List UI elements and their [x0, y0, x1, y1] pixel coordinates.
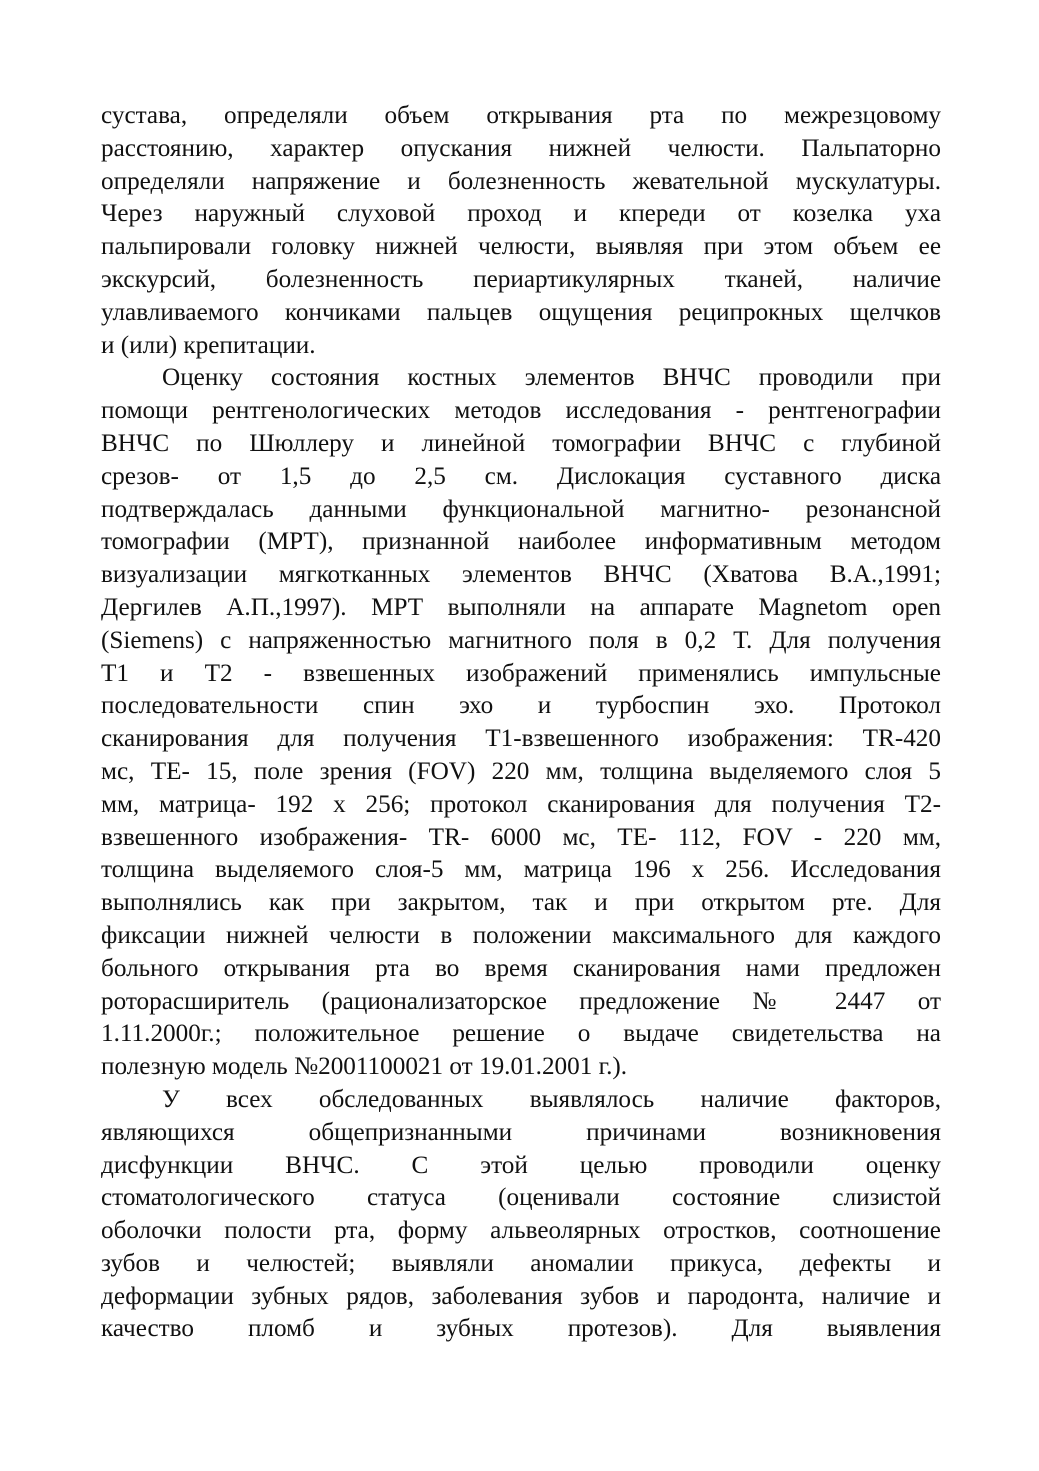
text-line: деформации зубных рядов, заболевания зубов и пародонта, наличие и — [101, 1282, 941, 1310]
text-line: улавливаемого кончиками пальцев ощущения реципрокных щелчков — [101, 298, 941, 326]
text-line: выполнялись как при закрытом, так и при открытом рте. Для — [101, 889, 941, 917]
paragraph-bone-assessment — [101, 362, 941, 1084]
text-line: роторасширитель (рационализаторское предложение № 2447 от — [101, 987, 941, 1015]
text-line: мс, ТЕ- 15, поле зрения (FOV) 220 мм, толщина выделяемого слоя 5 — [101, 757, 941, 785]
text-line: У всех обследованных выявлялось наличие факторов, — [162, 1085, 941, 1113]
text-line: (Siemens) с напряженностью магнитного поля в 0,2 Т. Для получения — [101, 626, 941, 654]
text-line: зубов и челюстей; выявляли аномалии прикуса, дефекты и — [101, 1249, 941, 1277]
text-line: 1.11.2000г.; положительное решение о выдаче свидетельства на — [101, 1020, 941, 1048]
text-line: стоматологического статуса (оценивали состояние слизистой — [101, 1184, 941, 1212]
text-line: Т1 и Т2 - взвешенных изображений применялись импульсные — [101, 659, 941, 687]
document-page — [101, 100, 941, 1346]
text-line: ВНЧС по Шюллеру и линейной томографии ВНЧС с глубиной — [101, 429, 941, 457]
text-line: определяли напряжение и болезненность жевательной мускулатуры. — [101, 167, 941, 195]
text-line: и (или) крепитации. — [101, 331, 316, 359]
text-line: фиксации нижней челюсти в положении максимального для каждого — [101, 921, 941, 949]
text-line: подтверждалась данными функциональной магнитно- резонансной — [101, 495, 941, 523]
text-line: полезную модель №2001100021 от 19.01.2001 г.). — [101, 1053, 628, 1081]
text-line: больного открывания рта во время сканирования нами предложен — [101, 954, 941, 982]
text-line: Дергилев А.П.,1997). МРТ выполняли на аппарате Magnetom open — [101, 593, 941, 621]
text-line: экскурсий, болезненность периартикулярных тканей, наличие — [101, 265, 941, 293]
text-line: дисфункции ВНЧС. С этой целью проводили оценку — [101, 1151, 941, 1179]
paragraph-joint-examination — [101, 100, 941, 362]
text-line: сканирования для получения Т1-взвешенного изображения: TR-420 — [101, 725, 941, 753]
paragraph-dental-status — [101, 1084, 941, 1346]
text-line: визуализации мягкотканных элементов ВНЧС (Хватова В.А.,1991; — [101, 561, 941, 589]
text-line: Оценку состояния костных элементов ВНЧС проводили при — [162, 364, 941, 392]
text-line: Через наружный слуховой проход и кпереди от козелка уха — [101, 200, 941, 228]
text-line: последовательности спин эхо и турбоспин эхо. Протокол — [101, 692, 941, 720]
text-line: качество пломб и зубных протезов). Для выявления — [101, 1315, 941, 1343]
text-line: толщина выделяемого слоя-5 мм, матрица 196 х 256. Исследования — [101, 856, 941, 884]
text-line: помощи рентгенологических методов исследования - рентгенографии — [101, 397, 941, 425]
text-line: мм, матрица- 192 х 256; протокол сканирования для получения Т2- — [101, 790, 941, 818]
text-line: взвешенного изображения- TR- 6000 мс, TE- 112, FOV - 220 мм, — [101, 823, 941, 851]
text-line: сустава, определяли объем открывания рта по межрезцовому — [101, 102, 941, 129]
text-line: расстоянию, характер опускания нижней челюсти. Пальпаторно — [101, 134, 941, 162]
text-line: оболочки полости рта, форму альвеолярных отростков, соотношение — [101, 1217, 941, 1245]
text-line: пальпировали головку нижней челюсти, выявляя при этом объем ее — [101, 233, 941, 261]
text-line: срезов- от 1,5 до 2,5 см. Дислокация суставного диска — [101, 462, 941, 490]
text-line: являющихся общепризнанными причинами возникновения — [101, 1118, 941, 1146]
text-line: томографии (МРТ), признанной наиболее информативным методом — [101, 528, 941, 556]
